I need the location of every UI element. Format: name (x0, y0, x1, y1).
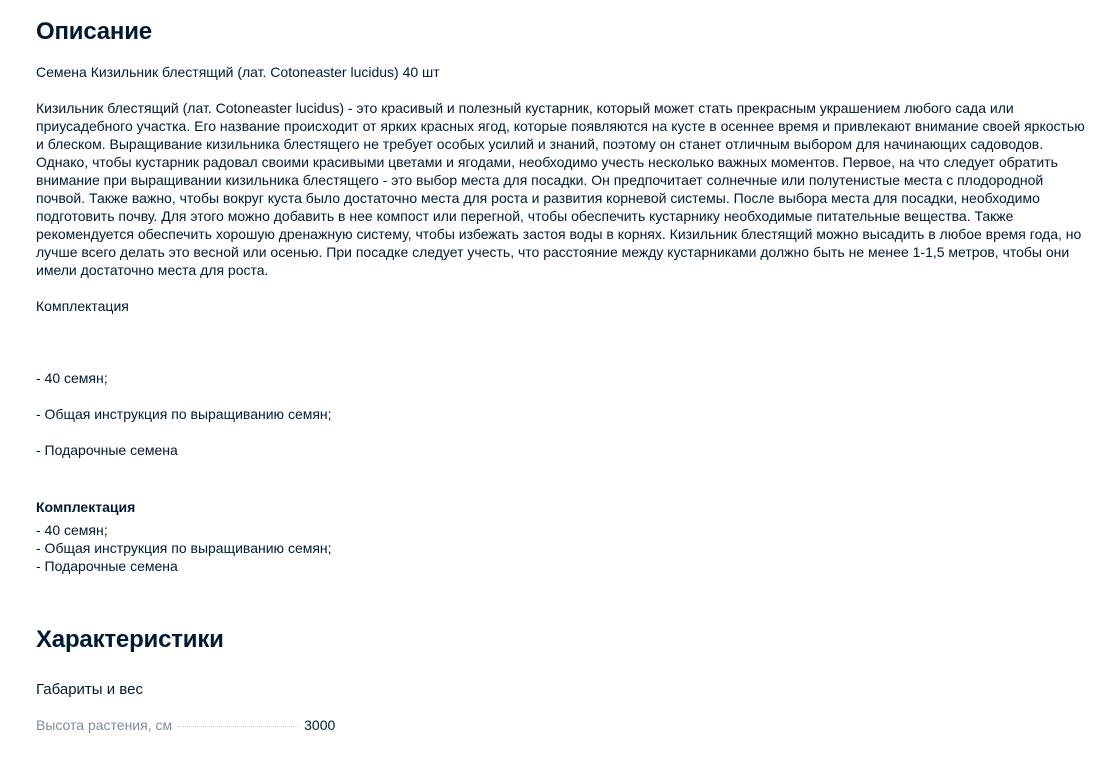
kompl-block-item: - Подарочные семена (36, 558, 178, 574)
description-heading: Описание (36, 18, 152, 45)
characteristics-heading: Характеристики (36, 626, 224, 653)
kompl-item: - 40 семян; (36, 370, 108, 386)
spec-dotted-leader (178, 726, 298, 727)
kompl-block (36, 498, 332, 575)
kompl-item: - Подарочные семена (36, 442, 178, 458)
kompl-block-item: - 40 семян; (36, 522, 108, 538)
spec-row-plant-height (36, 716, 456, 734)
kompl-item: - Общая инструкция по выращиванию семян; (36, 406, 332, 422)
kompl-block-heading: Комплектация (36, 499, 136, 515)
kompl-label: Комплектация (36, 298, 129, 314)
spec-name: Высота растения, см (36, 717, 173, 733)
product-title-text: Семена Кизильник блестящий (лат. Cotoneaster lucidus) 40 шт (36, 64, 440, 80)
dimensions-group-title: Габариты и вес (36, 681, 143, 698)
spec-value: 3000 (304, 717, 336, 733)
kompl-block-item: - Общая инструкция по выращиванию семян; (36, 540, 332, 556)
description-body: Кизильник блестящий (лат. Cotoneaster lucidus) - это красивый и полезный кустарник, который может стать прекрасным украшением любого сада или приусадебного участка. Его название происходит от ярких красных ягод, которые появляются на кусте в осеннее время и привлекают внимание своей яркостью и блеском. Выращивание кизильника блестящего не требует особых усилий и знаний, поэтому он станет отличным выбором для начинающих садоводов. Однако, чтобы кустарник радовал своими красивыми цветами и ягодами, необходимо учесть несколько важных моментов. Первое, на что следует обратить внимание при выращивании кизильника блестящего - это выбор места для посадки. Он предпочитает солнечные или полутенистые места с плодородной почвой. Также важно, чтобы вокруг куста было достаточно места для роста и развития корневой системы. После выбора места для посадки, необходимо подготовить почву. Для этого можно добавить в нее компост или перегной, чтобы обеспечить кустарнику необходимые питательные вещества. Также рекомендуется обеспечить хорошую дренажную систему, чтобы избежать застоя воды в корнях. Кизильник блестящий можно высадить в любое время года, но лучше всего делать это весной или осенью. При посадке следует учесть, что расстояние между кустарниками должно быть не менее 1-1,5 метров, чтобы они имели достаточно места для роста. (36, 100, 1085, 278)
